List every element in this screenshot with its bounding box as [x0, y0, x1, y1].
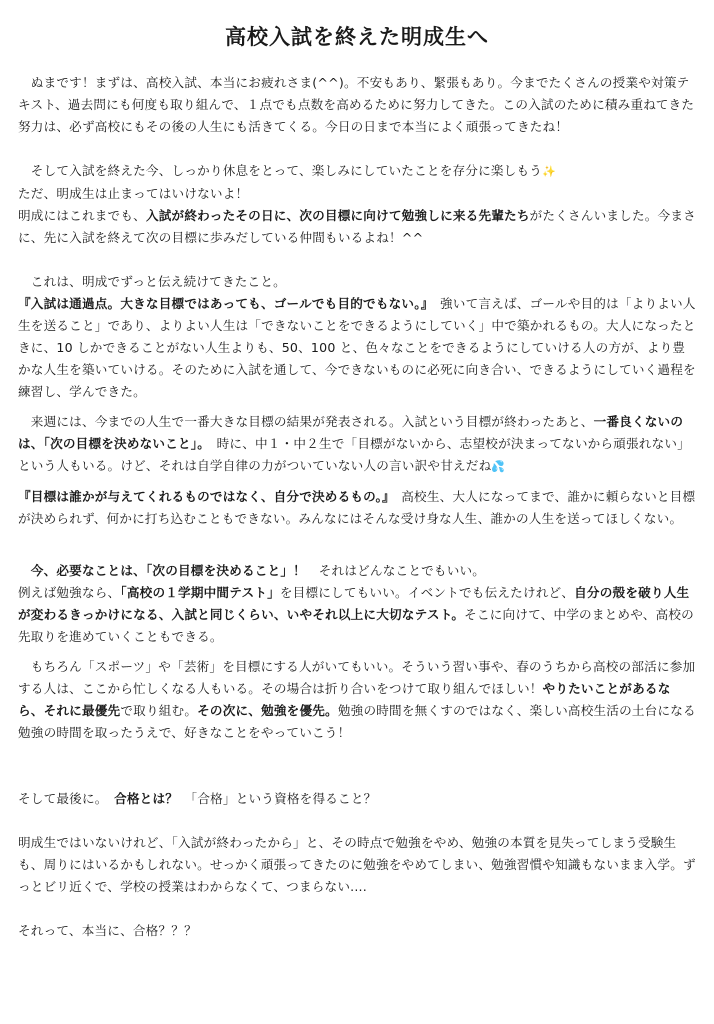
paragraph-question: それって、本当に、合格？？？	[18, 923, 197, 938]
paragraph-intro: ぬまです！まずは、高校入試、本当にお疲れさま(^^)。不安もあり、緊張もあり。今までたくさんの授業や対策テキスト、過去問にも何度も取り組んで、１点でも点数を高めるために努力してきた。この入試のために積み重ねてきた努力は、必ず高校にもその後の人生にも活きてくる。今日の日まで本当によく頑張ってきたね！	[18, 75, 695, 134]
bold-text: 入試が終わったその日に、次の目標に向けて勉強しに来る先輩たち	[145, 208, 530, 223]
text: そして入試を終えた今、しっかり休息をとって、楽しみにしていたことを存分に楽しもう	[18, 163, 543, 178]
text: 例えば勉強なら、	[18, 585, 121, 600]
paragraph-message-intro: これは、明成でずっと伝え続けてきたこと。	[18, 274, 286, 289]
paragraph-passing-point	[18, 293, 696, 403]
bold-text: 今、必要なことは、「次の目標を決めること」！	[18, 563, 306, 578]
text: そして最後に。	[18, 791, 115, 806]
paragraph-study-example	[18, 582, 696, 648]
paragraph-dont-stop: ただ、明成生は止まってはいけないよ！	[18, 186, 249, 201]
text: 強いて言えば、ゴールや目的は「よりよい人生を送ること」であり、よりよい人生は「できないことをできるようにしていく」中で築かれるもの。大人になったときに、10 しかできることがない人生よりも、50、100 と、色々なことをできるようにしていける人の方が、より豊かな人生を築いていける。そのために入試を通して、今できないものに必死に向き合い、できるようにしていく過程を練習し、学んできた。	[18, 296, 696, 399]
text: を目標にしてもいい。イベントでも伝えたけれど、	[279, 585, 575, 600]
text: がたくさんいました。今まさに、先に入試を終えて次の目標に歩みだしている仲間もいるよね！^^	[18, 208, 696, 245]
bold-text: 一番良くないのは、「次の目標を決めないこと」。	[18, 414, 684, 451]
bold-text: 合格とは？	[114, 791, 179, 806]
sweat-drops-icon: 💦	[491, 460, 506, 473]
quote-text: 『入試は通過点。大きな目標ではあっても、ゴールでも目的でもない。』	[18, 296, 428, 311]
text: それはどんなことでもいい。	[305, 563, 486, 578]
paragraph-seniors	[18, 205, 696, 249]
text: 高校生、大人になってまで、誰かに頼らないと目標が決められず、何かに打ち込むこともできない。みんなにはそんな受け身な人生、誰かの人生を送ってほしくない。	[18, 489, 696, 526]
text: 来週には、今までの人生で一番大きな目標の結果が発表される。入試という目標が終わったあと、	[18, 414, 594, 429]
paragraph-next-goal	[18, 411, 696, 478]
bold-text: その次に、勉強を優先。	[197, 703, 338, 718]
paragraph-rest-line	[18, 160, 696, 183]
paragraph-stop-studying: 明成生ではいないけれど、「入試が終わったから」と、その時点で勉強をやめ、勉強の本質を見失ってしまう受験生も、周りにはいるかもしれない。せっかく頑張ってきたのに勉強をやめてしまい、勉強習慣や知識もないまま入学。ずっとビリ近くで、学校の授業はわからなくて、つまらない....	[18, 835, 696, 894]
paragraph-own-goal	[18, 486, 696, 530]
paragraph-sports-arts	[18, 656, 696, 744]
paragraph-finally	[18, 788, 696, 810]
paragraph-what-needed	[18, 560, 696, 582]
text: 勉強の時間を無くすのではなく、楽しい高校生活の土台になる勉強の時間を取ったうえで、好きなことをやっていこう！	[18, 703, 696, 740]
bold-text: やりたいことがあるなら、それに最優先	[18, 681, 671, 718]
text: 時に、中１・中２生で「目標がないから、志望校が決まってないから頑張れない」という人もいる。けど、それは自学自律の力がついていない人の言い訳や甘えだね	[18, 436, 690, 473]
sparkles-icon: ✨	[542, 165, 556, 178]
text: そこに向けて、中学のまとめや、高校の先取りを進めていくこともできる。	[18, 607, 694, 644]
bold-text: 自分の殻を破り人生が変わるきっかけになる、入試と同じくらい、いやそれ以上に大切なテスト。	[18, 585, 690, 622]
text: 「合格」という資格を得ること？	[178, 791, 377, 806]
text: で取り組む。	[120, 703, 198, 718]
bold-text: 「高校の１学期中間テスト」	[120, 585, 280, 600]
page-title: 高校入試を終えた明成生へ	[225, 24, 489, 49]
quote-text: 『目標は誰かが与えてくれるものではなく、自分で決めるもの。』	[18, 489, 389, 504]
text: もちろん「スポーツ」や「芸術」を目標にする人がいてもいい。そういう習い事や、春のうちから高校の部活に参加する人は、ここから忙しくなる人もいる。その場合は折り合いをつけて取り組んでほしい！	[18, 659, 696, 696]
text: 明成にはこれまでも、	[18, 208, 146, 223]
